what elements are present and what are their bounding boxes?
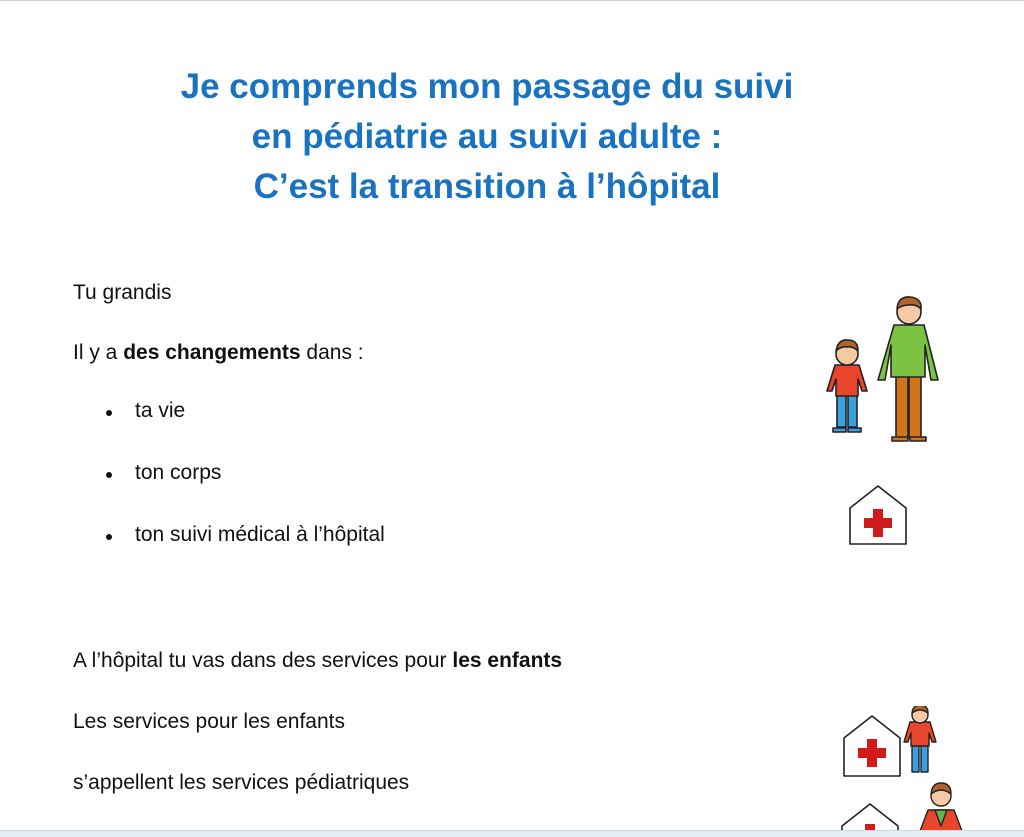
- hopital-bold-text: les enfants: [452, 649, 563, 672]
- paragraph-hopital-enfants: [73, 648, 562, 674]
- child-and-adult-pictogram-icon: [822, 292, 952, 447]
- page-bottom-edge: [0, 830, 1024, 837]
- paragraph-tu-grandis: Tu grandis: [73, 281, 172, 304]
- title-line-1: Je comprends mon passage du suivi: [180, 67, 794, 106]
- hopital-text-before: A l’hôpital tu vas dans des services pour: [73, 649, 453, 672]
- hospital-pictogram-icon: [848, 484, 908, 546]
- page-title: [0, 62, 974, 212]
- hospital-with-teen-pictogram-icon: [840, 782, 970, 831]
- changements-text-after: dans :: [300, 341, 364, 364]
- list-item: ta vie: [100, 398, 385, 460]
- paragraph-changements: [73, 340, 364, 366]
- title-line-2: en pédiatrie au suivi adulte :: [251, 117, 723, 156]
- list-item: ton suivi médical à l’hôpital: [100, 522, 385, 584]
- page-top-edge: [0, 0, 1024, 1]
- title-line-3: C’est la transition à l’hôpital: [253, 167, 721, 206]
- paragraph-services-enfants: Les services pour les enfants: [73, 710, 345, 733]
- hospital-with-child-pictogram-icon: [842, 706, 942, 778]
- changements-bold-text: des changements: [123, 341, 301, 364]
- list-item: ton corps: [100, 460, 385, 522]
- changes-bullet-list: [100, 398, 385, 584]
- paragraph-services-pediatriques: s’appellent les services pédiatriques: [73, 771, 410, 794]
- changements-text-before: Il y a: [73, 341, 124, 364]
